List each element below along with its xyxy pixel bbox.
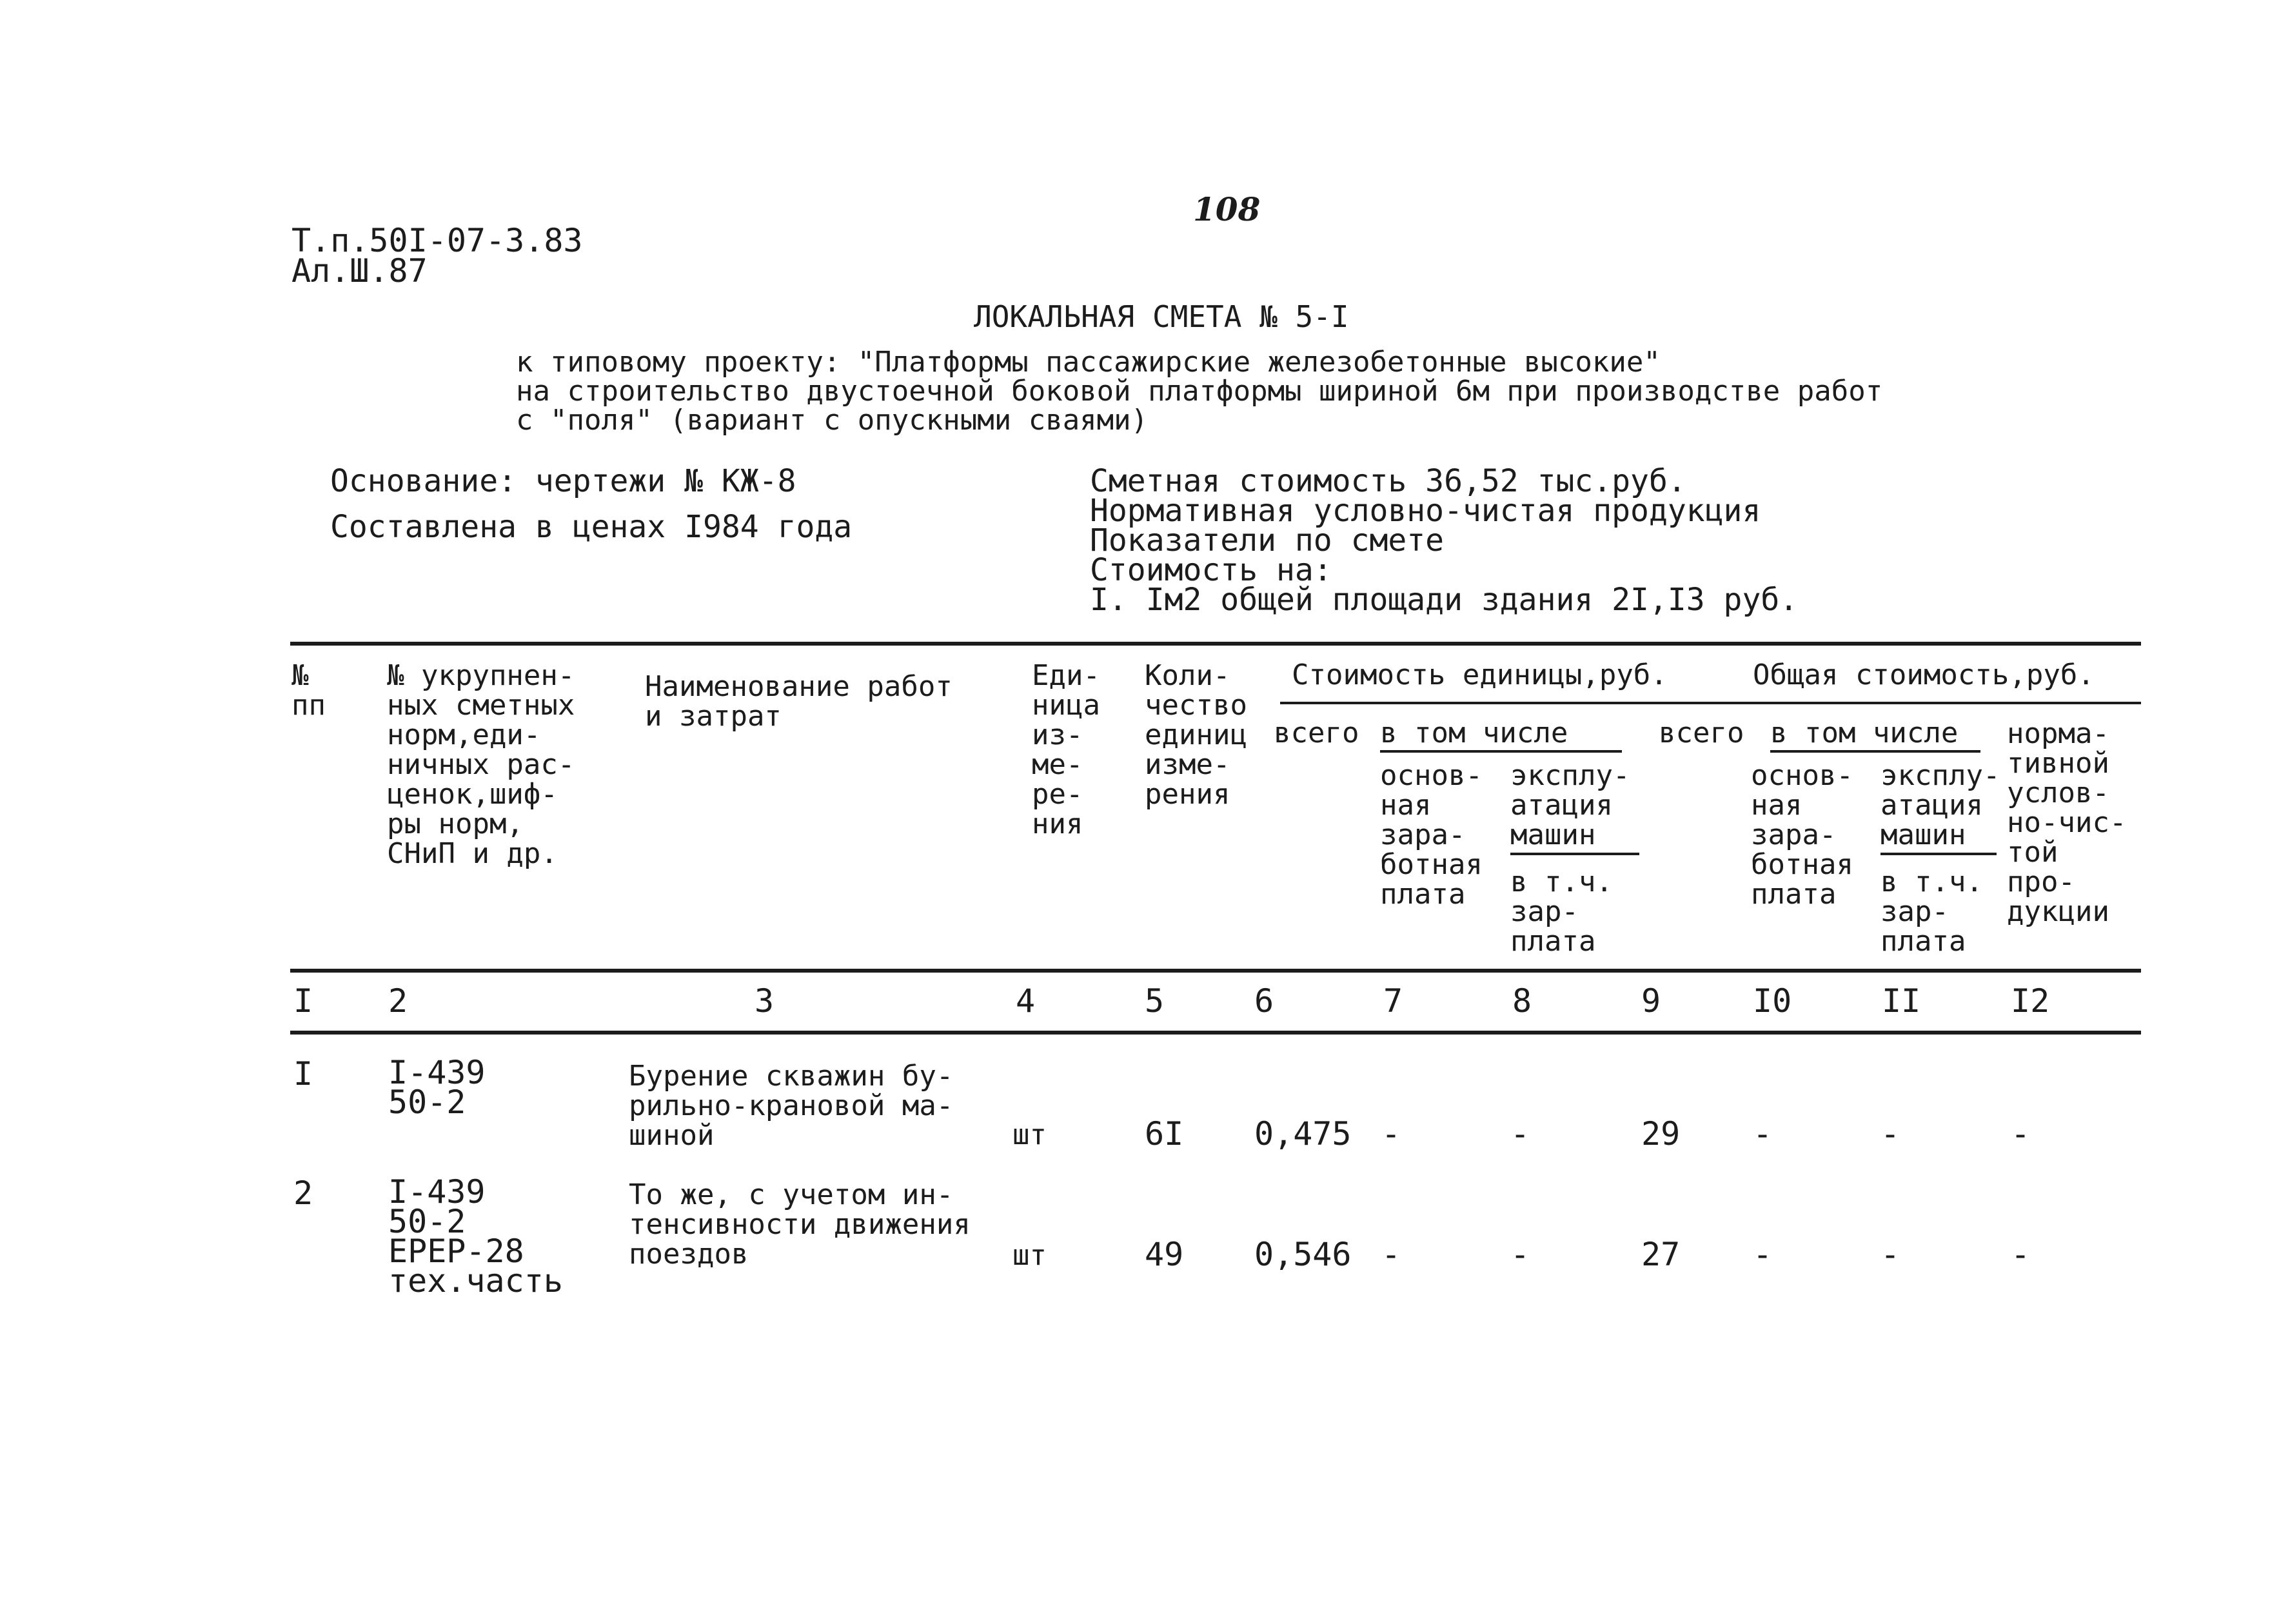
row1-unit-mach: - — [1510, 1115, 1530, 1153]
indicators: Показатели по смете — [1090, 522, 1445, 559]
norm-product: Нормативная условно-чистая продукция — [1090, 493, 1761, 529]
row1-codes: I-439 50-2 — [388, 1054, 486, 1121]
column-number-3: 3 — [755, 982, 775, 1020]
header-col-codes: № укрупнен- ных сметных норм,еди- ничных рас- ценок,шиф- ры норм, СНиП и др. — [387, 659, 575, 870]
row1-no: I — [293, 1055, 313, 1093]
header-unit-base-wage: основ- ная зара- ботная плата — [1380, 759, 1483, 911]
page-number: 108 — [1193, 190, 1261, 228]
header-bottom-rule — [290, 969, 2141, 973]
column-number-1: I — [293, 982, 313, 1020]
column-number-4: 4 — [1016, 982, 1036, 1020]
subtitle-line2: на строительство двустоечной боковой платформы шириной 6м при производстве работ — [516, 375, 1883, 408]
header-total-incl: в том числе — [1770, 719, 1980, 753]
row2-unit: шт — [1012, 1239, 1047, 1272]
row1-unit-wage: - — [1381, 1115, 1401, 1153]
row1-qty: 6I — [1145, 1115, 1184, 1153]
header-unit-total: всего — [1274, 717, 1359, 749]
column-number-8: 8 — [1512, 982, 1532, 1020]
row1-total: 29 — [1641, 1115, 1681, 1153]
row2-total-wage: - — [1753, 1236, 1773, 1273]
row2-unit-mach: - — [1510, 1236, 1530, 1273]
row2-total-mach: - — [1880, 1236, 1900, 1273]
header-unit-machines: эксплу- атация машин — [1510, 761, 1639, 855]
row2-unit-wage: - — [1381, 1236, 1401, 1273]
header-unit-incl: в том числе — [1380, 719, 1622, 753]
header-total-base-wage: основ- ная зара- ботная плата — [1751, 759, 1853, 911]
row2-qty: 49 — [1145, 1236, 1184, 1273]
row2-name: То же, с учетом ин- тенсивности движения поездов — [629, 1178, 971, 1271]
row1-norm: - — [2011, 1115, 2031, 1153]
header-total-cost: Общая стоимость,руб. — [1753, 659, 2095, 691]
column-number-5: 5 — [1145, 982, 1165, 1020]
column-number-2: 2 — [388, 982, 408, 1020]
column-number-6: 6 — [1254, 982, 1274, 1020]
column-number-9: 9 — [1641, 982, 1661, 1020]
column-number-10: I0 — [1753, 982, 1792, 1020]
row1-unit-total: 0,475 — [1254, 1115, 1352, 1153]
column-number-12: I2 — [2011, 982, 2050, 1020]
row1-name: Бурение скважин бу- рильно-крановой ма- шиной — [629, 1060, 954, 1152]
basis-text: Основание: чертежи № КЖ-8 — [330, 463, 796, 499]
column-numbers-rule — [290, 1031, 2141, 1035]
subtitle-line1: к типовому проекту: "Платформы пассажирские железобетонные высокие" — [516, 346, 1661, 379]
header-group-rule — [1280, 702, 2141, 704]
estimate-cost: Сметная стоимость 36,52 тыс.руб. — [1090, 463, 1686, 499]
row1-total-wage: - — [1753, 1115, 1773, 1153]
document-title: ЛОКАЛЬНАЯ СМЕТА № 5-I — [974, 299, 1349, 334]
header-col-unit: Еди- ница из- ме- ре- ния — [1032, 659, 1100, 840]
doc-ref-line2: Ал.Ш.87 — [291, 252, 428, 290]
header-col-name: Наименование работ и затрат — [645, 670, 953, 733]
header-col-qty: Коли- чество единиц изме- рения — [1145, 659, 1247, 811]
table-top-rule — [290, 642, 2141, 646]
row2-no: 2 — [293, 1174, 313, 1212]
column-number-11: II — [1882, 982, 1921, 1020]
header-col-no: № пп — [291, 659, 326, 722]
header-unit-cost: Стоимость единицы,руб. — [1292, 659, 1668, 691]
header-unit-machine-wage: в т.ч. зар- плата — [1510, 866, 1613, 958]
cost-per-m2: I. Iм2 общей площади здания 2I,I3 руб. — [1090, 582, 1799, 618]
doc-ref-line1: Т.п.50I-07-3.83 — [291, 222, 583, 259]
header-total-machine-wage: в т.ч. зар- плата — [1880, 866, 1983, 958]
cost-per: Стоимость на: — [1090, 552, 1332, 588]
row1-total-mach: - — [1880, 1115, 1900, 1153]
row2-total: 27 — [1641, 1236, 1681, 1273]
row2-codes: I-439 50-2 ЕРЕР-28 тех.часть — [388, 1173, 563, 1300]
subtitle-line3: с "поля" (вариант с опускными сваями) — [516, 404, 1149, 437]
header-total-machines: эксплу- атация машин — [1880, 761, 2000, 855]
row1-unit: шт — [1012, 1118, 1047, 1151]
column-number-7: 7 — [1383, 982, 1403, 1020]
header-total-total: всего — [1659, 717, 1744, 749]
row2-norm: - — [2011, 1236, 2031, 1273]
prices-text: Составлена в ценах I984 года — [330, 509, 853, 545]
header-norm-product: норма- тивной услов- но-чис- той про- дукции — [2007, 717, 2127, 928]
row2-unit-total: 0,546 — [1254, 1236, 1352, 1273]
